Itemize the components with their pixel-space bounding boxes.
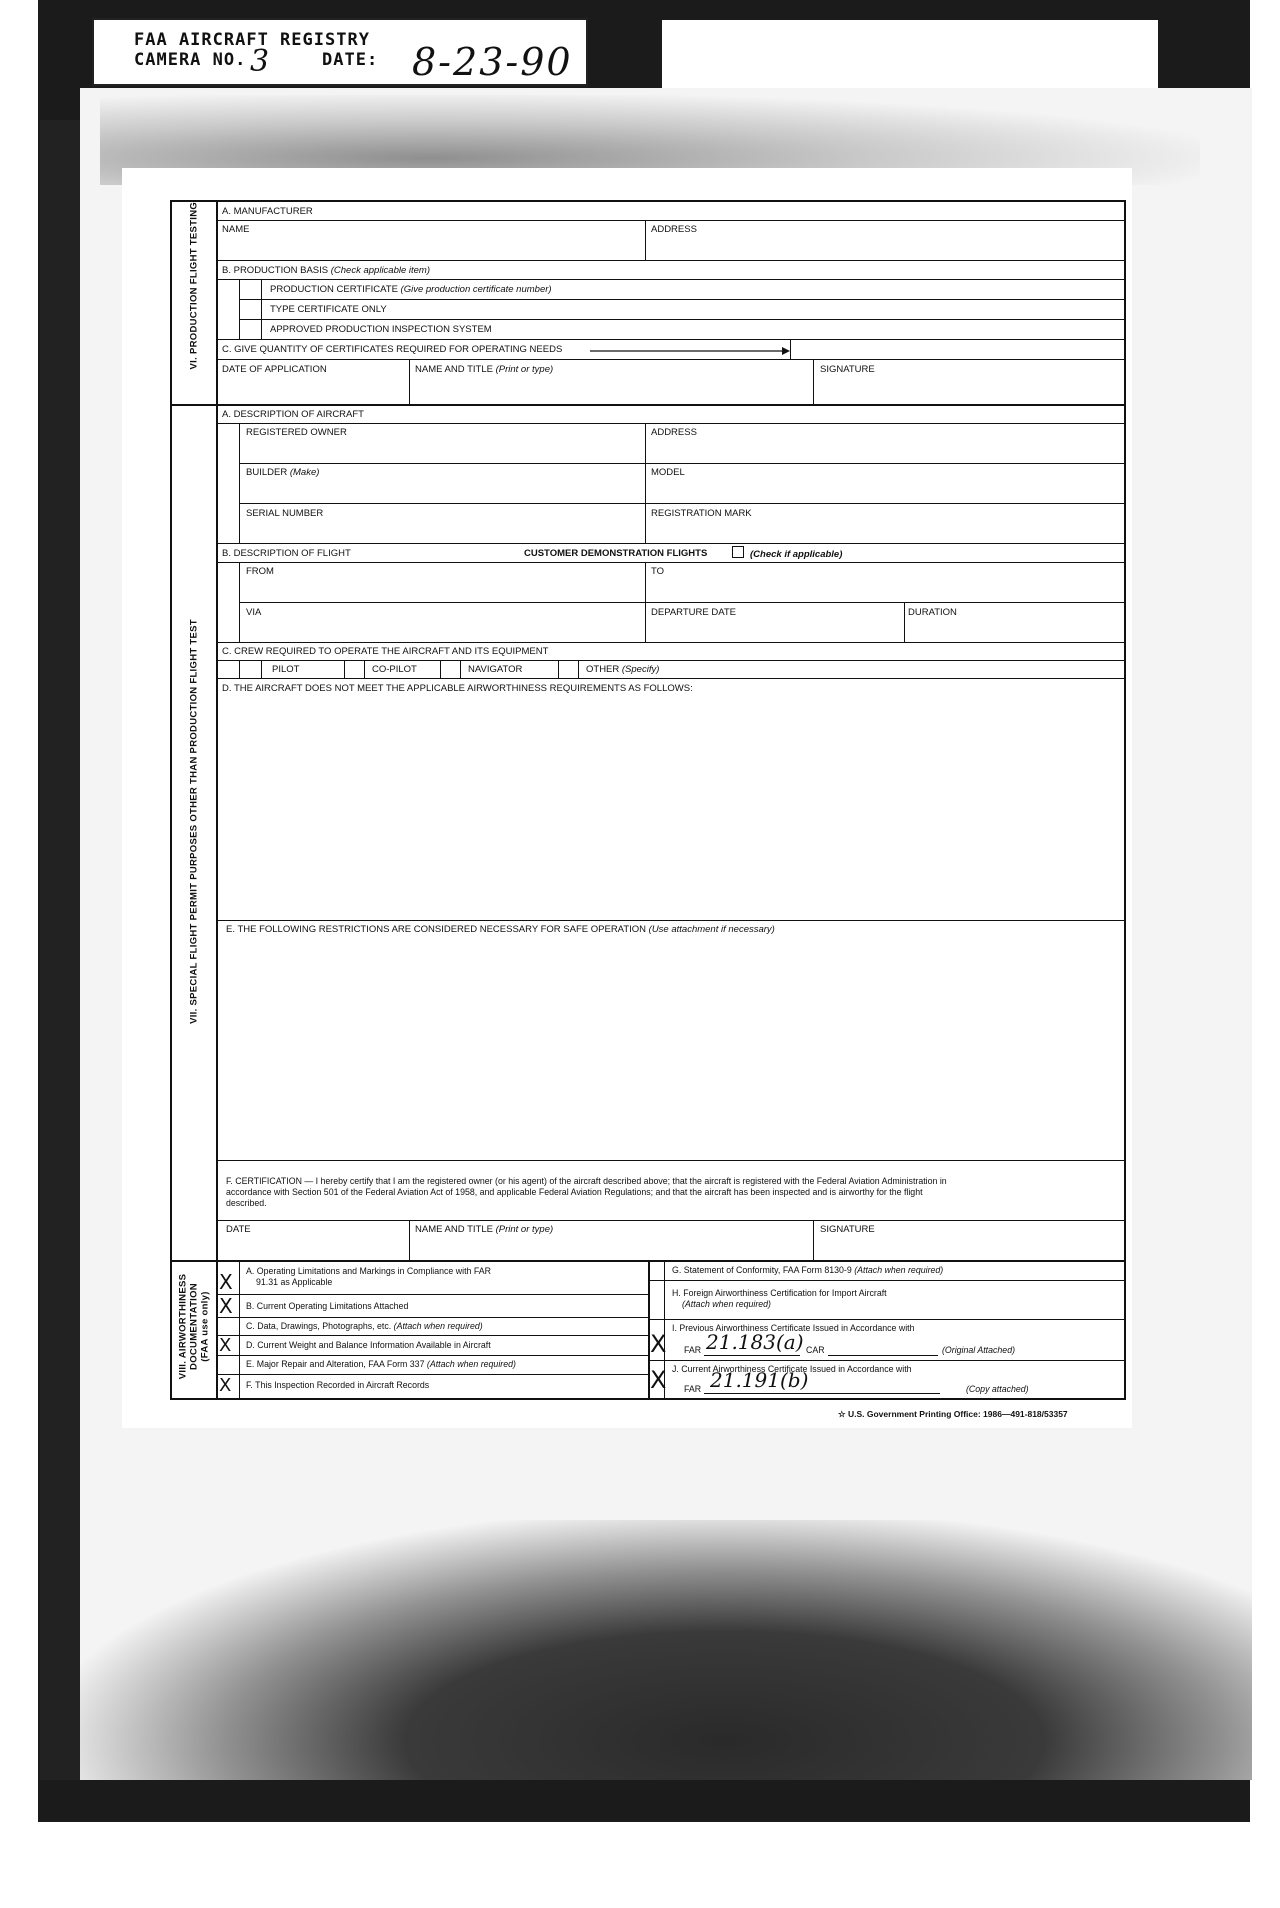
item-c-label: C. Data, Drawings, Photographs, etc. (Attach when required): [246, 1321, 483, 1331]
item-j-check[interactable]: X: [650, 1366, 667, 1394]
certification-line-3: described.: [226, 1198, 267, 1208]
navigator-label: NAVIGATOR: [468, 664, 523, 675]
approved-system-option: APPROVED PRODUCTION INSPECTION SYSTEM: [270, 324, 492, 335]
vi-signature-label: SIGNATURE: [820, 364, 875, 375]
builder-label: BUILDER (Make): [246, 467, 320, 478]
blank-label: [662, 20, 1158, 88]
item-a-line-2: 91.31 as Applicable: [256, 1277, 333, 1287]
not-meet-label: D. THE AIRCRAFT DOES NOT MEET THE APPLICABLE AIRWORTHINESS REQUIREMENTS AS FOLLOWS:: [222, 683, 693, 694]
item-b-label: B. Current Operating Limitations Attached: [246, 1301, 409, 1311]
certification-line-2: accordance with Section 501 of the Federal Aviation Act of 1958, and applicable Federal Aviation Regulations; and that the aircraft has been inspected and is airworthy for the flight: [226, 1187, 923, 1197]
item-b-check[interactable]: X: [219, 1294, 233, 1318]
certification-line-1: F. CERTIFICATION — I hereby certify that I am the registered owner (or his agent) of the aircraft described above; that the aircraft is registered with the Federal Aviation Administration in: [226, 1176, 947, 1186]
item-g-label: G. Statement of Conformity, FAA Form 8130-9 (Attach when required): [672, 1265, 944, 1275]
customer-demo-checkbox[interactable]: [732, 546, 744, 558]
serial-number-label: SERIAL NUMBER: [246, 508, 324, 519]
other-crew-label: OTHER (Specify): [586, 664, 660, 675]
description-aircraft-label: A. DESCRIPTION OF AIRCRAFT: [222, 409, 364, 420]
customer-demo-note: (Check if applicable): [750, 549, 843, 560]
item-h-line-1: H. Foreign Airworthiness Certification for Import Aircraft: [672, 1288, 887, 1298]
quantity-label: C. GIVE QUANTITY OF CERTIFICATES REQUIRED FOR OPERATING NEEDS: [222, 344, 563, 355]
section-vii-title: VII. SPECIAL FLIGHT PERMIT PURPOSES OTHER THAN PRODUCTION FLIGHT TEST: [188, 619, 200, 1024]
item-i-far-label: FAR: [684, 1345, 702, 1355]
production-basis-label: B. PRODUCTION BASIS (Check applicable item): [222, 265, 431, 276]
duration-label: DURATION: [908, 607, 957, 618]
faa-form: [170, 200, 1126, 1400]
item-i-check[interactable]: X: [650, 1330, 667, 1358]
scan-bottom-smudge: [80, 1520, 1252, 1780]
vii-date-label: DATE: [226, 1224, 251, 1235]
arrow-right-icon: [590, 346, 790, 356]
item-d-label: D. Current Weight and Balance Information Available in Aircraft: [246, 1340, 491, 1350]
section-viii-title: VIII. AIRWORTHINESS DOCUMENTATION (FAA use only): [177, 1273, 211, 1380]
item-j-note: (Copy attached): [966, 1384, 1029, 1394]
gpo-footer: ☆ U.S. Government Printing Office: 1986—491-818/53357: [838, 1409, 1068, 1419]
item-a-check[interactable]: X: [219, 1270, 233, 1294]
manufacturer-address-label: ADDRESS: [651, 224, 697, 235]
item-f-check[interactable]: X: [219, 1375, 232, 1396]
camera-date: 8-23-90: [412, 40, 573, 84]
registration-mark-label: REGISTRATION MARK: [651, 508, 752, 519]
item-e-label: E. Major Repair and Alteration, FAA Form 337 (Attach when required): [246, 1359, 516, 1369]
description-flight-label: B. DESCRIPTION OF FLIGHT: [222, 548, 351, 559]
vi-name-title-label: NAME AND TITLE (Print or type): [415, 364, 554, 375]
departure-date-label: DEPARTURE DATE: [651, 607, 736, 618]
manufacturer-name-label: NAME: [222, 224, 250, 235]
item-a-line-1: A. Operating Limitations and Markings in Compliance with FAR: [246, 1266, 491, 1276]
item-h-line-2: (Attach when required): [682, 1299, 771, 1309]
camera-no-label: CAMERA NO.: [134, 50, 247, 70]
registry-title: FAA AIRCRAFT REGISTRY: [134, 30, 370, 50]
crew-label: C. CREW REQUIRED TO OPERATE THE AIRCRAFT AND ITS EQUIPMENT: [222, 646, 549, 657]
item-i-label: I. Previous Airworthiness Certificate Issued in Accordance with: [672, 1323, 915, 1333]
item-i-note: (Original Attached): [942, 1345, 1016, 1355]
scan-left-edge: [40, 120, 85, 1780]
production-certificate-option: PRODUCTION CERTIFICATE (Give production certificate number): [270, 284, 552, 295]
type-certificate-option: TYPE CERTIFICATE ONLY: [270, 304, 387, 315]
item-j-far-label: FAR: [684, 1384, 702, 1394]
item-i-far-value: 21.183(a): [706, 1330, 804, 1354]
from-label: FROM: [246, 566, 274, 577]
model-label: MODEL: [651, 467, 685, 478]
to-label: TO: [651, 566, 665, 577]
item-j-far-value: 21.191(b): [710, 1368, 809, 1392]
restrictions-label: E. THE FOLLOWING RESTRICTIONS ARE CONSIDERED NECESSARY FOR SAFE OPERATION (Use attachment if necessary): [226, 924, 775, 935]
section-vi-title: VI. PRODUCTION FLIGHT TESTING: [188, 201, 200, 370]
co-pilot-label: CO-PILOT: [372, 664, 417, 675]
registered-owner-label: REGISTERED OWNER: [246, 427, 347, 438]
camera-label: [92, 18, 588, 86]
via-label: VIA: [246, 607, 262, 618]
manufacturer-label: A. MANUFACTURER: [222, 206, 313, 217]
vii-signature-label: SIGNATURE: [820, 1224, 875, 1235]
vii-name-title-label: NAME AND TITLE (Print or type): [415, 1224, 554, 1235]
item-j-label: J. Current Airworthiness Certificate Issued in Accordance with: [672, 1364, 912, 1374]
date-of-application-label: DATE OF APPLICATION: [222, 364, 327, 375]
item-d-check[interactable]: X: [219, 1335, 232, 1356]
camera-number: 3: [250, 44, 270, 79]
item-f-label: F. This Inspection Recorded in Aircraft Records: [246, 1380, 430, 1390]
date-label: DATE:: [322, 50, 379, 70]
customer-demo-label: CUSTOMER DEMONSTRATION FLIGHTS: [524, 548, 708, 559]
pilot-label: PILOT: [272, 664, 300, 675]
owner-address-label: ADDRESS: [651, 427, 697, 438]
item-i-car-label: CAR: [806, 1345, 825, 1355]
